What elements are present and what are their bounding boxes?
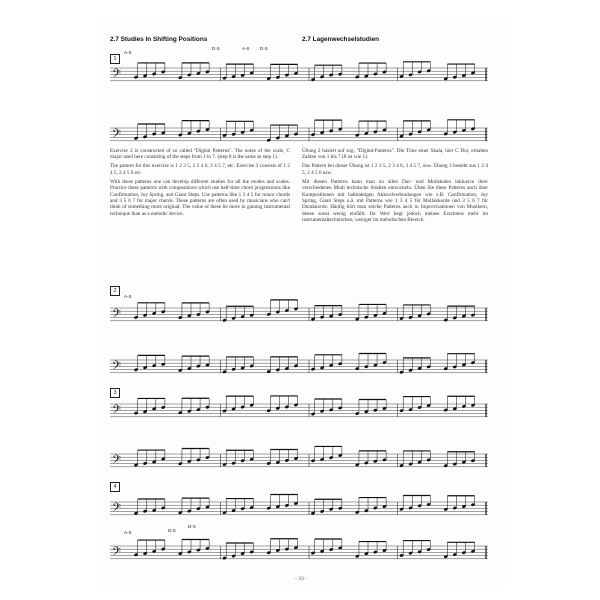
heading-german: 2.7 Lagenwechselstudien [302, 36, 380, 43]
staff-lines [110, 454, 488, 467]
shift-mark: A-S [242, 46, 250, 51]
staff-svg [110, 448, 488, 482]
english-text [110, 148, 290, 220]
staff-exercise-1-line-1 [110, 46, 488, 90]
staff-lines [110, 546, 488, 559]
staff-svg [110, 354, 488, 388]
shift-mark: D-S [168, 528, 176, 533]
shift-mark: D-S [212, 46, 220, 51]
bass-clef-icon: 𝄢 [112, 67, 122, 84]
exercise-number-4: 4 [110, 482, 120, 492]
exercise-number-2: 2 [110, 286, 120, 296]
bass-clef-icon: 𝄢 [112, 501, 122, 518]
music-book-page [96, 20, 506, 585]
staff-svg [110, 398, 488, 432]
heading-english: 2.7 Studies In Shifting Positions [110, 36, 208, 43]
bass-clef-icon: 𝄢 [112, 307, 122, 324]
bass-clef-icon: 𝄢 [112, 545, 122, 562]
german-paragraph-3: Mit diesen Patterns kann man zu allen Dur- und Mollskalen inklusive ihrer verschiedenen Modi technische Studien entwickeln. Üben Sie diese Patterns auch über Kompositionen mit halbtaktigen Akkordverbindungen wie z.B. Confirmation, Joy Spring, Giant Steps u.ä. mit Patterns wie 1 3 4 5 für Mollakkorde und 3 5 6 7 für Durakkorde. Häufig hört man solche Patterns auch in Improvisationen von Musikern, denen sonst wenig einfällt. Ihr Wert liegt jedoch meines Erachtens mehr im instrumentaltechnischen, weniger im melodischen Bereich. [302, 178, 488, 224]
staff-svg [110, 496, 488, 530]
english-paragraph-1: Exercise 2 is constructed of so called "Digital Patterns". The notes of the scale, C major used here consisting of the steps from 1 to 7. (step 8 is the same as step 1). [110, 148, 290, 161]
shift-mark: A-S [124, 50, 132, 55]
staff-exercise-1-line-2 [110, 122, 488, 150]
staff-svg [110, 302, 488, 336]
staff-exercise-3-line-1 [110, 390, 488, 426]
shift-mark: D-S [188, 524, 196, 529]
staff-lines [110, 68, 488, 81]
staff-exercise-4-line-2 [110, 524, 488, 568]
bass-clef-icon: 𝄢 [112, 403, 122, 420]
staff-lines [110, 128, 488, 141]
page-number: - 33 - [295, 576, 307, 582]
german-paragraph-1: Übung 2 basiert auf sog. "Digital-Patterns". Die Töne einer Skala, hier C Dur, erhalten Zahlen von 1 bis 7 (8 ist wie 1). [302, 148, 488, 161]
bass-clef-icon: 𝄢 [112, 127, 122, 144]
bass-clef-icon: 𝄢 [112, 453, 122, 470]
staff-svg [110, 540, 488, 574]
shift-mark: D-S [260, 46, 268, 51]
staff-svg [110, 62, 488, 96]
staff-lines [110, 502, 488, 515]
shift-mark: A-S [124, 294, 132, 299]
staff-lines [110, 308, 488, 321]
staff-exercise-4-line-1 [110, 484, 488, 524]
english-paragraph-3: With these patterns one can develop different studies for all the modes and scales. Practice these patterns with compositions which use half-time chord progressions like Confirmation, Joy Spring, and Giant Steps. Use patterns like 1 3 4 5 for minor chords and 3 5 6 7 for major chords. These patterns are often used by musicians who can't think of something more original. The value of these lie more in gaining instrumental technique than as a melodic device. [110, 178, 290, 217]
staff-lines [110, 404, 488, 417]
staff-lines [110, 360, 488, 373]
german-paragraph-2: Das Pattern bei dieser Übung ist 1 2 3 5, 2 3 4 6, 3 4 5 7, usw. Übung 3 besteht aus 1 2 4 5, 2 4 5 6 usw. [302, 163, 488, 176]
staff-exercise-3-line-2 [110, 448, 488, 476]
staff-exercise-2-line-1 [110, 288, 488, 330]
staff-exercise-2-line-2 [110, 354, 488, 382]
english-paragraph-2: The pattern for this exercise is 1 2 3 5, 2 3 4 6, 3 4 5 7, etc. Exercise 3 consists of 1 2 4 5, 2 4 5 6 etc. [110, 163, 290, 176]
bass-clef-icon: 𝄢 [112, 359, 122, 376]
exercise-number-1: 1 [110, 54, 120, 64]
shift-mark: A-S [124, 530, 132, 535]
german-text [302, 148, 488, 226]
exercise-number-3: 3 [110, 388, 120, 398]
